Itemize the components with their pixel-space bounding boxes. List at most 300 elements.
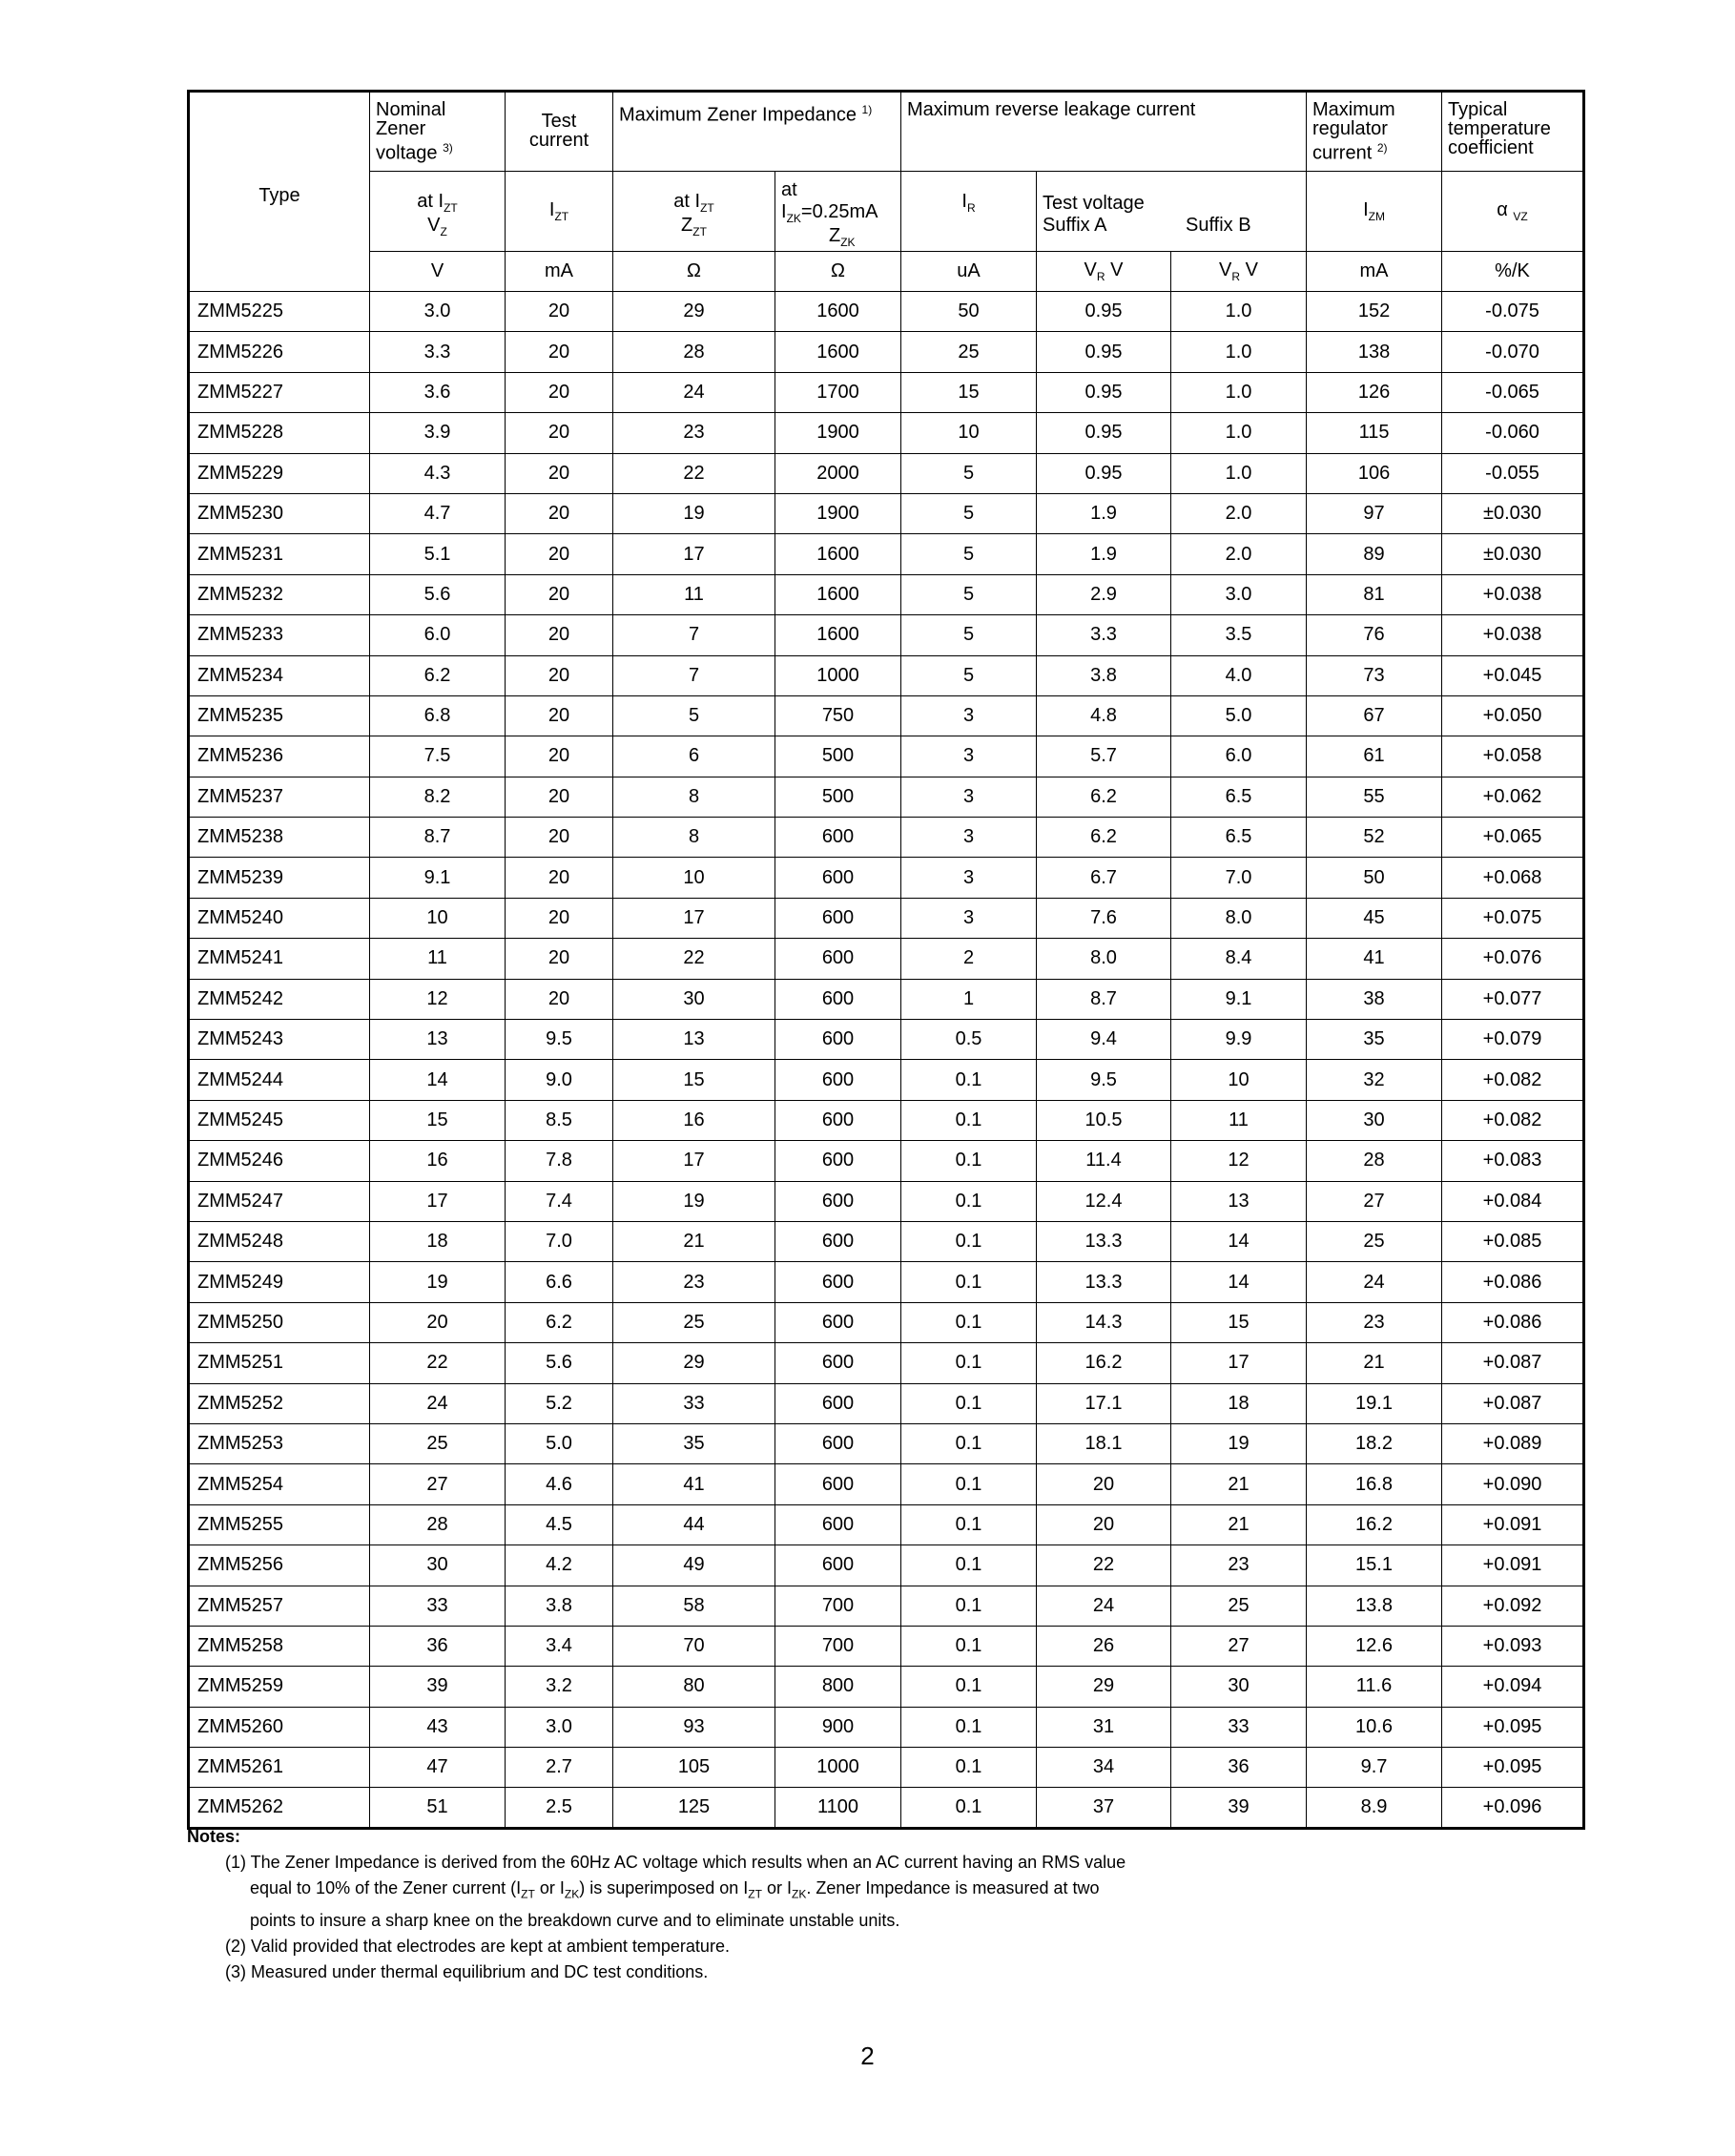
- table-row: [189, 1383, 1584, 1423]
- table-cell: +0.092: [1442, 1586, 1584, 1626]
- table-cell: 37: [1037, 1788, 1171, 1828]
- table-row: [189, 453, 1584, 493]
- table-cell: 152: [1307, 292, 1442, 332]
- table-row: [189, 1504, 1584, 1544]
- table-cell: 20: [1037, 1464, 1171, 1504]
- table-cell: 8.9: [1307, 1788, 1442, 1828]
- table-cell: +0.096: [1442, 1788, 1584, 1828]
- table-cell: ZMM5246: [189, 1141, 370, 1181]
- table-cell: 2.5: [506, 1788, 613, 1828]
- table-cell: 25: [613, 1302, 775, 1342]
- table-cell: +0.086: [1442, 1302, 1584, 1342]
- table-cell: 1600: [775, 292, 901, 332]
- table-cell: 126: [1307, 372, 1442, 412]
- table-cell: +0.062: [1442, 777, 1584, 817]
- table-cell: 35: [1307, 1020, 1442, 1060]
- table-cell: 4.2: [506, 1545, 613, 1586]
- table-cell: -0.070: [1442, 332, 1584, 372]
- table-cell: 3.0: [370, 292, 506, 332]
- table-cell: 1.0: [1171, 453, 1307, 493]
- table-cell: 93: [613, 1707, 775, 1747]
- table-cell: 20: [506, 898, 613, 938]
- table-cell: 0.1: [901, 1545, 1037, 1586]
- table-cell: ZMM5252: [189, 1383, 370, 1423]
- table-cell: 29: [613, 1343, 775, 1383]
- table-cell: 17: [1171, 1343, 1307, 1383]
- table-cell: ZMM5227: [189, 372, 370, 412]
- table-cell: 33: [1171, 1707, 1307, 1747]
- table-cell: ZMM5239: [189, 858, 370, 898]
- table-cell: 50: [901, 292, 1037, 332]
- table-cell: 10: [901, 413, 1037, 453]
- table-cell: 49: [613, 1545, 775, 1586]
- note-1-line-1: (1) The Zener Impedance is derived from the 60Hz AC voltage which results when an AC current having an RMS value: [225, 1853, 1126, 1872]
- table-cell: 600: [775, 818, 901, 858]
- table-cell: 33: [613, 1383, 775, 1423]
- table-cell: 115: [1307, 413, 1442, 453]
- table-cell: 29: [1037, 1667, 1171, 1707]
- table-cell: 9.4: [1037, 1020, 1171, 1060]
- table-cell: 24: [613, 372, 775, 412]
- unit-ma: mA: [506, 252, 613, 292]
- table-cell: +0.075: [1442, 898, 1584, 938]
- table-cell: 11.6: [1307, 1667, 1442, 1707]
- table-cell: 8.0: [1037, 939, 1171, 979]
- table-cell: 9.5: [1037, 1060, 1171, 1100]
- table-row: [189, 1181, 1584, 1221]
- table-cell: 12.6: [1307, 1626, 1442, 1666]
- table-cell: 22: [1037, 1545, 1171, 1586]
- table-cell: 5: [901, 615, 1037, 655]
- table-cell: 5.1: [370, 534, 506, 574]
- table-cell: 600: [775, 979, 901, 1019]
- table-cell: 10: [1171, 1060, 1307, 1100]
- table-cell: 15: [901, 372, 1037, 412]
- table-cell: 97: [1307, 493, 1442, 533]
- table-cell: 20: [506, 292, 613, 332]
- table-cell: 0.1: [901, 1100, 1037, 1140]
- table-row: [189, 292, 1584, 332]
- table-cell: +0.038: [1442, 574, 1584, 614]
- table-cell: 41: [1307, 939, 1442, 979]
- table-cell: 20: [506, 372, 613, 412]
- table-cell: 4.7: [370, 493, 506, 533]
- table-cell: 500: [775, 777, 901, 817]
- note-1-line-2: equal to 10% of the Zener current ($I_{ZT}$ or $I_{ZK}$) is superimposed on $I_{ZT}$ or $I_{ZK}$. Zener Impedance is measured at two: [250, 1878, 1100, 1901]
- table-cell: 0.1: [901, 1667, 1037, 1707]
- table-cell: 6.2: [1037, 818, 1171, 858]
- table-cell: 4.0: [1171, 655, 1307, 695]
- table-cell: ZMM5258: [189, 1626, 370, 1666]
- table-cell: 0.1: [901, 1181, 1037, 1221]
- table-cell: 600: [775, 1383, 901, 1423]
- table-cell: 6.2: [370, 655, 506, 695]
- table-cell: 16.2: [1037, 1343, 1171, 1383]
- table-cell: 47: [370, 1748, 506, 1788]
- table-cell: 17: [370, 1181, 506, 1221]
- table-cell: 750: [775, 695, 901, 736]
- table-cell: +0.091: [1442, 1504, 1584, 1544]
- table-cell: 27: [1307, 1181, 1442, 1221]
- table-cell: 16: [370, 1141, 506, 1181]
- table-cell: +0.038: [1442, 615, 1584, 655]
- table-row: [189, 939, 1584, 979]
- table-cell: 3.0: [506, 1707, 613, 1747]
- table-row: [189, 1100, 1584, 1140]
- header-row-2: [189, 172, 1584, 252]
- table-cell: 20: [506, 413, 613, 453]
- table-cell: 52: [1307, 818, 1442, 858]
- table-cell: 0.1: [901, 1302, 1037, 1342]
- table-cell: ZMM5255: [189, 1504, 370, 1544]
- table-cell: 5: [613, 695, 775, 736]
- table-cell: 1600: [775, 534, 901, 574]
- table-cell: 600: [775, 858, 901, 898]
- table-cell: 76: [1307, 615, 1442, 655]
- table-row: [189, 898, 1584, 938]
- table-cell: 31: [1037, 1707, 1171, 1747]
- table-row: [189, 1667, 1584, 1707]
- table-cell: 61: [1307, 736, 1442, 777]
- table-cell: 0.1: [901, 1343, 1037, 1383]
- table-cell: 33: [370, 1586, 506, 1626]
- page-number: 2: [860, 2042, 875, 2070]
- max-reverse-leakage-header: Maximum reverse leakage current: [901, 92, 1307, 172]
- table-cell: 0.1: [901, 1586, 1037, 1626]
- table-cell: 1600: [775, 574, 901, 614]
- table-cell: 2: [901, 939, 1037, 979]
- table-row: [189, 655, 1584, 695]
- table-cell: 24: [1037, 1586, 1171, 1626]
- table-row: [189, 493, 1584, 533]
- table-cell: ZMM5242: [189, 979, 370, 1019]
- table-cell: 1700: [775, 372, 901, 412]
- table-cell: 20: [506, 574, 613, 614]
- datasheet-page: [187, 90, 1582, 1830]
- unit-ma-izm: mA: [1307, 252, 1442, 292]
- table-cell: 30: [370, 1545, 506, 1586]
- table-cell: 17.1: [1037, 1383, 1171, 1423]
- table-cell: 0.1: [901, 1504, 1037, 1544]
- table-row: [189, 979, 1584, 1019]
- table-cell: 6.6: [506, 1262, 613, 1302]
- table-cell: +0.094: [1442, 1667, 1584, 1707]
- table-cell: 600: [775, 1423, 901, 1463]
- table-cell: 16.8: [1307, 1464, 1442, 1504]
- unit-ua: uA: [901, 252, 1037, 292]
- table-cell: 43: [370, 1707, 506, 1747]
- table-cell: 26: [1037, 1626, 1171, 1666]
- table-cell: 20: [506, 939, 613, 979]
- table-cell: 2.9: [1037, 574, 1171, 614]
- table-row: [189, 1626, 1584, 1666]
- table-cell: 1.9: [1037, 493, 1171, 533]
- table-cell: 1.0: [1171, 413, 1307, 453]
- table-cell: 600: [775, 1302, 901, 1342]
- table-cell: 1.0: [1171, 292, 1307, 332]
- table-cell: ZMM5260: [189, 1707, 370, 1747]
- table-cell: 4.3: [370, 453, 506, 493]
- table-cell: ZMM5234: [189, 655, 370, 695]
- table-cell: 17: [613, 534, 775, 574]
- table-cell: 25: [1171, 1586, 1307, 1626]
- table-cell: 45: [1307, 898, 1442, 938]
- table-cell: 700: [775, 1586, 901, 1626]
- table-cell: 3: [901, 858, 1037, 898]
- zzt-symbol-header: at $I_{ZT}$ $Z_{ZT}$: [613, 172, 775, 252]
- table-cell: 28: [370, 1504, 506, 1544]
- table-cell: 19: [613, 1181, 775, 1221]
- table-cell: 36: [1171, 1748, 1307, 1788]
- table-cell: 600: [775, 1545, 901, 1586]
- table-cell: 11: [1171, 1100, 1307, 1140]
- table-cell: 600: [775, 939, 901, 979]
- table-row: [189, 615, 1584, 655]
- table-cell: +0.089: [1442, 1423, 1584, 1463]
- table-cell: 20: [506, 736, 613, 777]
- table-cell: 0.1: [901, 1383, 1037, 1423]
- test-current-header: Test current: [506, 92, 613, 172]
- table-cell: -0.065: [1442, 372, 1584, 412]
- table-cell: 3: [901, 736, 1037, 777]
- table-cell: 0.95: [1037, 332, 1171, 372]
- table-cell: 30: [1307, 1100, 1442, 1140]
- table-cell: 17: [613, 898, 775, 938]
- table-cell: 600: [775, 1141, 901, 1181]
- table-row: [189, 777, 1584, 817]
- table-cell: 20: [506, 818, 613, 858]
- table-cell: 81: [1307, 574, 1442, 614]
- table-cell: 73: [1307, 655, 1442, 695]
- table-cell: 5.6: [506, 1343, 613, 1383]
- table-cell: +0.090: [1442, 1464, 1584, 1504]
- table-cell: ZMM5225: [189, 292, 370, 332]
- table-row: [189, 1545, 1584, 1586]
- table-cell: 17: [613, 1141, 775, 1181]
- table-cell: 3: [901, 818, 1037, 858]
- table-cell: +0.079: [1442, 1020, 1584, 1060]
- table-row: [189, 332, 1584, 372]
- table-cell: 58: [613, 1586, 775, 1626]
- table-cell: 10: [613, 858, 775, 898]
- table-cell: 138: [1307, 332, 1442, 372]
- table-cell: 9.0: [506, 1060, 613, 1100]
- unit-ohm-zzt: Ω: [613, 252, 775, 292]
- vz-symbol-header: at $I_{ZT}$ $V_Z$: [370, 172, 506, 252]
- table-cell: 3.8: [1037, 655, 1171, 695]
- table-cell: 105: [613, 1748, 775, 1788]
- table-cell: +0.093: [1442, 1626, 1584, 1666]
- table-cell: 106: [1307, 453, 1442, 493]
- table-cell: 700: [775, 1626, 901, 1666]
- table-cell: 5: [901, 534, 1037, 574]
- table-cell: ±0.030: [1442, 534, 1584, 574]
- table-row: [189, 534, 1584, 574]
- note-3: (3) Measured under thermal equilibrium and DC test conditions.: [225, 1961, 709, 1981]
- table-cell: 3: [901, 777, 1037, 817]
- table-cell: 23: [1307, 1302, 1442, 1342]
- table-cell: 8.4: [1171, 939, 1307, 979]
- table-cell: 38: [1307, 979, 1442, 1019]
- table-cell: 0.1: [901, 1626, 1037, 1666]
- table-cell: 20: [506, 777, 613, 817]
- table-cell: 600: [775, 1262, 901, 1302]
- table-cell: 4.5: [506, 1504, 613, 1544]
- table-cell: 3.5: [1171, 615, 1307, 655]
- table-cell: 15: [1171, 1302, 1307, 1342]
- table-cell: 13.3: [1037, 1221, 1171, 1261]
- table-cell: 23: [1171, 1545, 1307, 1586]
- table-cell: 13: [1171, 1181, 1307, 1221]
- izt-symbol-header: $I_{ZT}$: [506, 172, 613, 252]
- table-row: [189, 372, 1584, 412]
- table-cell: 23: [613, 1262, 775, 1302]
- table-cell: +0.082: [1442, 1100, 1584, 1140]
- izm-symbol-header: $I_{ZM}$: [1307, 172, 1442, 252]
- table-cell: 8: [613, 777, 775, 817]
- table-cell: 5: [901, 453, 1037, 493]
- table-cell: 3.3: [370, 332, 506, 372]
- table-cell: 0.95: [1037, 292, 1171, 332]
- table-cell: 24: [1307, 1262, 1442, 1302]
- table-cell: ZMM5256: [189, 1545, 370, 1586]
- table-cell: 600: [775, 1181, 901, 1221]
- table-row: [189, 1302, 1584, 1342]
- table-cell: 28: [1307, 1141, 1442, 1181]
- table-cell: 1900: [775, 493, 901, 533]
- table-cell: 14.3: [1037, 1302, 1171, 1342]
- test-voltage-header: Test voltage Suffix A Suffix B: [1037, 172, 1307, 252]
- table-cell: 3.2: [506, 1667, 613, 1707]
- table-cell: 29: [613, 292, 775, 332]
- table-row: [189, 1221, 1584, 1261]
- table-cell: 6.5: [1171, 777, 1307, 817]
- table-cell: 7.5: [370, 736, 506, 777]
- table-cell: 55: [1307, 777, 1442, 817]
- table-cell: 1.9: [1037, 534, 1171, 574]
- table-cell: 7.4: [506, 1181, 613, 1221]
- table-cell: 18: [1171, 1383, 1307, 1423]
- table-cell: +0.076: [1442, 939, 1584, 979]
- table-cell: 1000: [775, 1748, 901, 1788]
- table-cell: 5.0: [506, 1423, 613, 1463]
- max-regulator-current-header: Maximum regulator current $^{2)}$: [1307, 92, 1442, 172]
- table-cell: +0.050: [1442, 695, 1584, 736]
- table-cell: 6.7: [1037, 858, 1171, 898]
- notes-section: [187, 1824, 1582, 1985]
- table-cell: 34: [1037, 1748, 1171, 1788]
- table-cell: 0.1: [901, 1788, 1037, 1828]
- table-cell: 22: [370, 1343, 506, 1383]
- table-cell: 600: [775, 1221, 901, 1261]
- table-cell: 600: [775, 898, 901, 938]
- table-cell: ZMM5245: [189, 1100, 370, 1140]
- table-cell: 3.8: [506, 1586, 613, 1626]
- table-row: [189, 413, 1584, 453]
- table-cell: 7.0: [506, 1221, 613, 1261]
- table-cell: +0.045: [1442, 655, 1584, 695]
- table-row: [189, 1262, 1584, 1302]
- table-cell: 36: [370, 1626, 506, 1666]
- table-cell: 1900: [775, 413, 901, 453]
- header-row-1: [189, 92, 1584, 172]
- table-cell: 0.95: [1037, 413, 1171, 453]
- unit-ohm-zzk: Ω: [775, 252, 901, 292]
- table-cell: 20: [1037, 1504, 1171, 1544]
- table-cell: -0.060: [1442, 413, 1584, 453]
- table-cell: 8.2: [370, 777, 506, 817]
- table-row: [189, 695, 1584, 736]
- table-cell: 19: [1171, 1423, 1307, 1463]
- table-cell: 18.2: [1307, 1423, 1442, 1463]
- table-cell: 16.2: [1307, 1504, 1442, 1544]
- table-cell: 4.8: [1037, 695, 1171, 736]
- table-row: [189, 1464, 1584, 1504]
- table-cell: 9.9: [1171, 1020, 1307, 1060]
- table-cell: 3: [901, 898, 1037, 938]
- table-cell: 8: [613, 818, 775, 858]
- table-cell: 23: [613, 413, 775, 453]
- table-cell: 600: [775, 1343, 901, 1383]
- table-cell: 19.1: [1307, 1383, 1442, 1423]
- table-cell: ZMM5250: [189, 1302, 370, 1342]
- unit-vr-a: $V_R$ V: [1037, 252, 1171, 292]
- table-cell: 0.1: [901, 1221, 1037, 1261]
- table-cell: 7.8: [506, 1141, 613, 1181]
- max-zener-impedance-header: Maximum Zener Impedance $^{1)}$: [613, 92, 901, 172]
- table-cell: 6.5: [1171, 818, 1307, 858]
- table-cell: ZMM5253: [189, 1423, 370, 1463]
- table-cell: 21: [1307, 1343, 1442, 1383]
- table-row: [189, 1343, 1584, 1383]
- table-cell: ZMM5231: [189, 534, 370, 574]
- table-row: [189, 1060, 1584, 1100]
- table-cell: 2.0: [1171, 534, 1307, 574]
- table-cell: 5.7: [1037, 736, 1171, 777]
- table-cell: 70: [613, 1626, 775, 1666]
- table-cell: 25: [370, 1423, 506, 1463]
- table-cell: 1.0: [1171, 372, 1307, 412]
- table-cell: ZMM5248: [189, 1221, 370, 1261]
- table-cell: 1100: [775, 1788, 901, 1828]
- table-cell: 1000: [775, 655, 901, 695]
- table-cell: ZMM5238: [189, 818, 370, 858]
- table-cell: 7: [613, 655, 775, 695]
- table-cell: ZMM5249: [189, 1262, 370, 1302]
- units-row: [189, 252, 1584, 292]
- table-cell: 51: [370, 1788, 506, 1828]
- table-cell: 5.6: [370, 574, 506, 614]
- table-cell: 15: [370, 1100, 506, 1140]
- table-cell: 7: [613, 615, 775, 655]
- table-cell: 6.0: [1171, 736, 1307, 777]
- table-cell: 1600: [775, 332, 901, 372]
- table-cell: ZMM5247: [189, 1181, 370, 1221]
- unit-pct-k: %/K: [1442, 252, 1584, 292]
- table-cell: 30: [1171, 1667, 1307, 1707]
- alpha-vz-symbol-header: α $_{VZ}$: [1442, 172, 1584, 252]
- table-cell: 0.1: [901, 1423, 1037, 1463]
- table-cell: ZMM5236: [189, 736, 370, 777]
- table-cell: 21: [1171, 1504, 1307, 1544]
- table-cell: 32: [1307, 1060, 1442, 1100]
- table-cell: +0.082: [1442, 1060, 1584, 1100]
- table-cell: 30: [613, 979, 775, 1019]
- table-cell: 8.7: [1037, 979, 1171, 1019]
- table-cell: 0.95: [1037, 372, 1171, 412]
- table-cell: 15: [613, 1060, 775, 1100]
- table-cell: 20: [506, 493, 613, 533]
